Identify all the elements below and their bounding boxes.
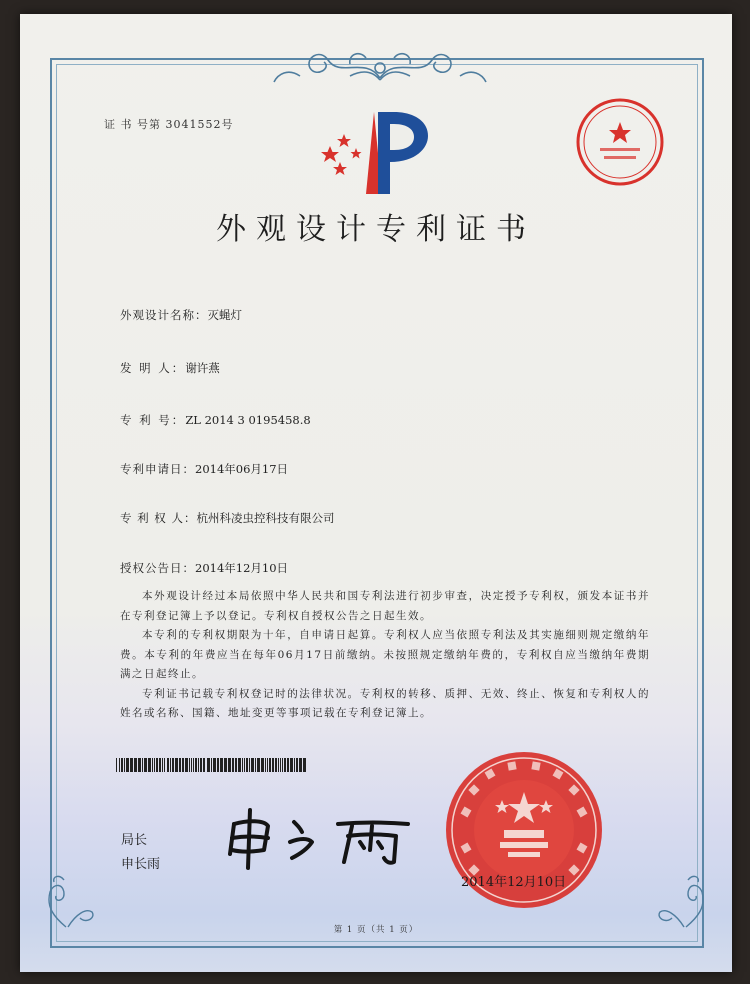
field-value: 2014年06月17日	[195, 462, 289, 476]
top-ornament-icon	[270, 38, 490, 88]
seal-date: 2014年12月10日	[461, 875, 567, 890]
certificate-body	[120, 587, 650, 724]
field-design-name	[120, 307, 242, 323]
barcode-icon	[116, 758, 308, 772]
field-label: 授权公告日：	[120, 561, 195, 575]
field-grant-date	[120, 560, 288, 576]
certificate-number: 证 书 号第 3041552号	[104, 118, 234, 131]
field-label: 专 利 权 人：	[120, 511, 197, 525]
field-patentee	[120, 510, 334, 526]
field-application-date	[120, 461, 288, 477]
field-patent-number	[120, 412, 311, 428]
field-label: 发 明 人：	[120, 361, 186, 375]
field-label: 专 利 号：	[120, 413, 186, 427]
director-name: 申长雨	[121, 857, 161, 872]
field-value: 谢许燕	[185, 361, 220, 375]
director-signature	[212, 802, 422, 872]
field-label: 外观设计名称：	[120, 308, 208, 322]
field-value: 2014年12月10日	[195, 561, 289, 575]
field-value: ZL 2014 3 0195458.8	[185, 413, 311, 427]
director-block	[121, 829, 160, 877]
page-number: 第 1 页（共 1 页）	[333, 925, 419, 935]
agency-seal-icon	[574, 96, 666, 188]
body-paragraph: 专利证书记载专利权登记时的法律状况。专利权的转移、质押、无效、终止、恢复和专利权人的姓名或名称、国籍、地址变更等事项记载在专利登记簿上。	[120, 687, 650, 719]
certificate-title: 外观设计专利证书	[216, 212, 536, 247]
field-inventor	[120, 360, 220, 376]
field-value: 杭州科凌虫控科技有限公司	[196, 511, 335, 525]
certificate-paper	[20, 14, 732, 972]
director-title: 局长	[121, 833, 148, 848]
body-paragraph: 本专利的专利权期限为十年，自申请日起算。专利权人应当依照专利法及其实施细则规定缴纳年费。本专利的年费应当在每年06月17日前缴纳。未按照规定缴纳年费的，专利权自应当缴纳年费期满之日起终止。	[120, 629, 650, 680]
field-value: 灭蝇灯	[207, 308, 242, 322]
body-paragraph: 本外观设计经过本局依照中华人民共和国专利法进行初步审查，决定授予专利权，颁发本证书并在专利登记簿上予以登记。专利权自授权公告之日起生效。	[120, 590, 650, 622]
patent-office-logo-icon	[316, 104, 436, 204]
field-label: 专利申请日：	[120, 462, 195, 476]
